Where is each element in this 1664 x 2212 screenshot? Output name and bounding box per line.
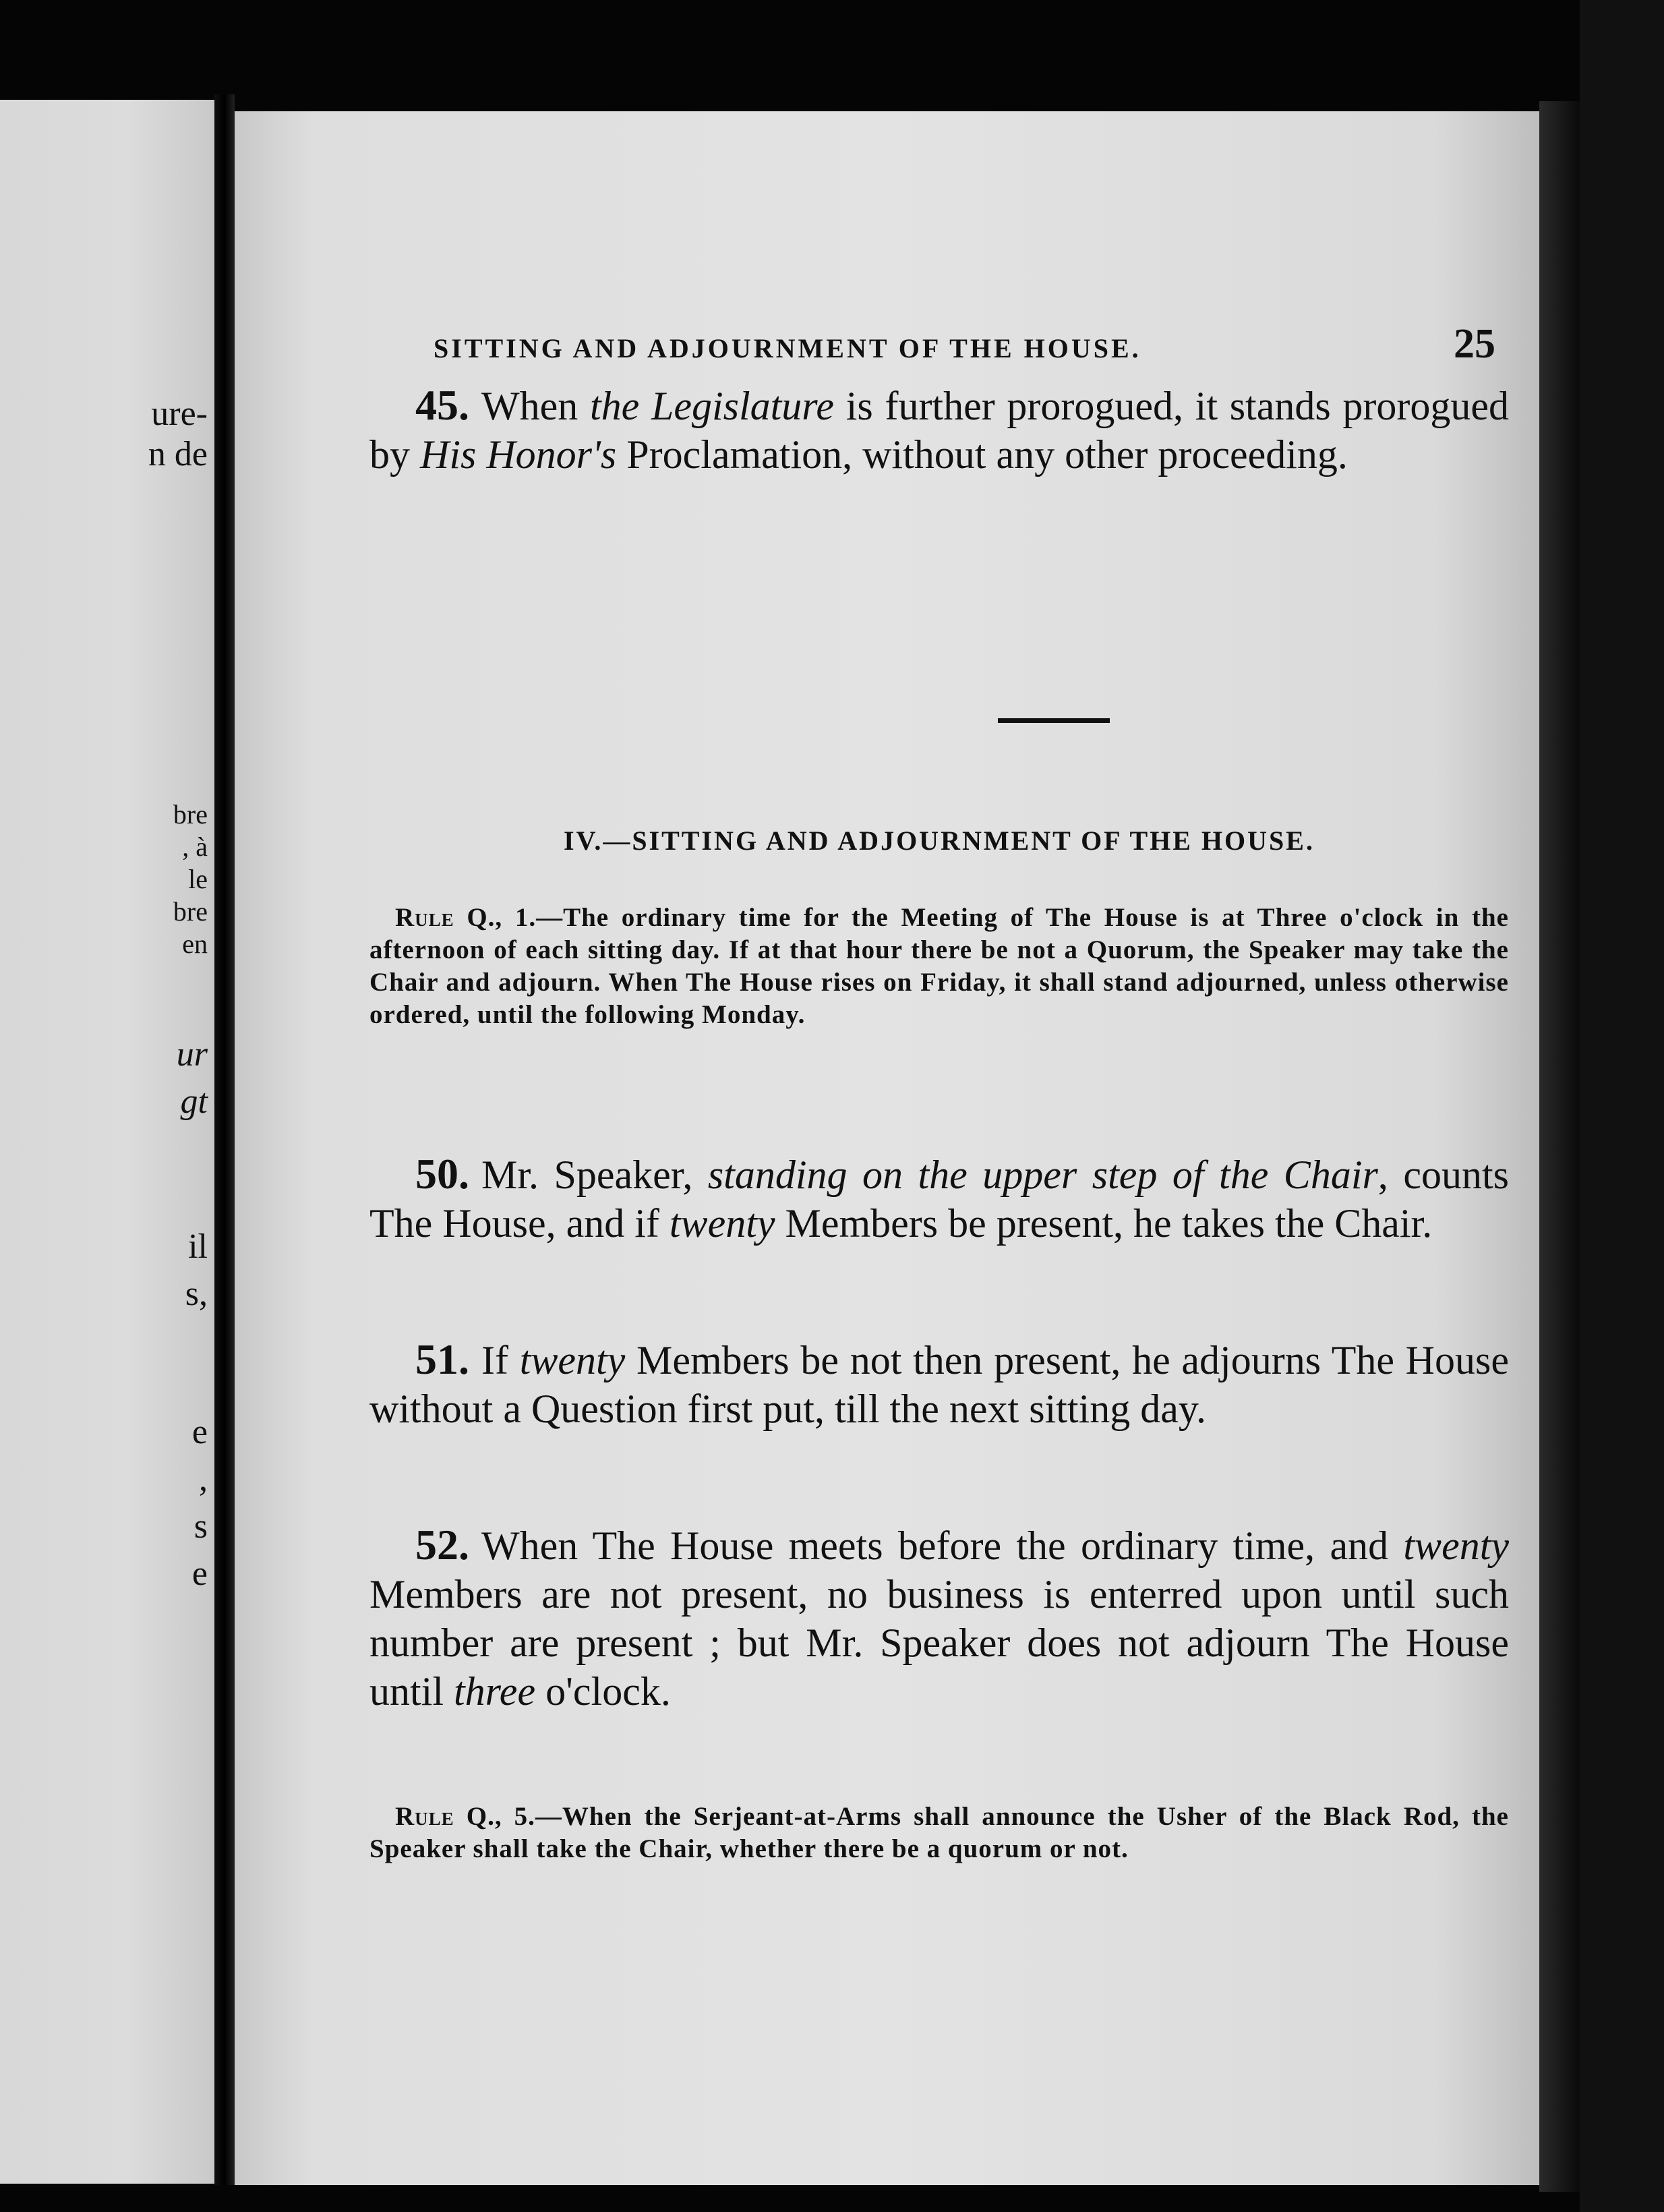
paragraph-52 xyxy=(369,1521,1509,1716)
paragraph-45 xyxy=(369,381,1509,479)
paragraph-text: Members be present, he takes the Chair. xyxy=(775,1201,1433,1246)
paragraph-text: o'clock. xyxy=(535,1669,671,1714)
rule-note-text: —When the Serjeant-at-Arms shall announce the Usher of the Black Rod, the Speaker shall take the Chair, whether there be a quorum or not. xyxy=(369,1802,1509,1863)
left-fragment: s xyxy=(194,1507,208,1546)
left-fragment: gt xyxy=(180,1082,208,1121)
paragraph-number: 45. xyxy=(415,381,469,429)
left-fragment: en xyxy=(182,929,208,959)
left-fragment: , xyxy=(199,1460,208,1498)
paragraph-text: is further prorogued, it stands prorogued by xyxy=(369,384,1509,477)
left-fragment: n de xyxy=(148,435,208,473)
left-fragment: e xyxy=(191,1554,208,1593)
paragraph-text: Mr. Speaker, xyxy=(481,1153,708,1197)
rule-note-1 xyxy=(369,902,1509,1031)
left-fragment: ur xyxy=(176,1035,208,1074)
paragraph-italic-text: standing on the upper step of the Chair xyxy=(707,1153,1378,1197)
book-gutter xyxy=(214,94,235,2185)
page-edge-shadow xyxy=(1539,101,1580,2192)
paragraph-italic-text: twenty xyxy=(669,1201,775,1246)
left-fragment: bre xyxy=(173,799,208,830)
running-head xyxy=(369,314,1509,374)
paragraph-text: When The House meets before the ordinary time, and xyxy=(481,1523,1404,1568)
paragraph-italic-text: twenty xyxy=(1403,1523,1509,1568)
paragraph-51 xyxy=(369,1335,1509,1433)
paragraph-text: If xyxy=(481,1338,520,1382)
paragraph-text: , counts The House, and if xyxy=(369,1153,1509,1246)
paragraph-text: Members be not then present, he adjourns The House without a Question first put, till the next sitting day. xyxy=(369,1338,1509,1431)
facing-page-fragment xyxy=(0,100,214,2184)
rule-label: Rule Q., 5. xyxy=(395,1802,535,1831)
paragraph-number: 50. xyxy=(415,1150,469,1198)
section-divider xyxy=(998,718,1110,723)
paragraph-text: Members are not present, no business is enterred upon until such number are present ; but Mr. Speaker does not adjourn The House until xyxy=(369,1572,1509,1714)
left-fragment: ure- xyxy=(151,395,208,433)
left-fragment: le xyxy=(188,864,208,894)
paragraph-number: 52. xyxy=(415,1521,469,1569)
rule-note-text: —The ordinary time for the Meeting of The House is at Three o'clock in the afternoon of each sitting day. If at that hour there be not a Quorum, the Speaker may take the Chair and adjourn. When The House rises on Friday, it shall stand adjourned, unless otherwise ordered, until the following Monday. xyxy=(369,903,1509,1029)
rule-label: Rule Q., 1. xyxy=(395,903,537,932)
running-head-title: SITTING AND ADJOURNMENT OF THE HOUSE. xyxy=(434,333,1141,363)
paragraph-italic-text: the Legislature xyxy=(589,384,835,428)
section-heading: IV.—SITTING AND ADJOURNMENT OF THE HOUSE. xyxy=(564,825,1315,856)
left-fragment: s, xyxy=(185,1275,208,1313)
paragraph-italic-text: His Honor's xyxy=(420,432,617,477)
left-fragment: bre xyxy=(173,896,208,927)
paragraph-number: 51. xyxy=(415,1335,469,1383)
paragraph-text: Proclamation, without any other proceeding. xyxy=(616,432,1348,477)
book-page xyxy=(235,111,1539,2185)
left-fragment: il xyxy=(188,1227,208,1266)
left-fragment: e xyxy=(191,1413,208,1451)
page-number: 25 xyxy=(1454,321,1495,367)
paragraph-italic-text: three xyxy=(454,1669,536,1714)
rule-note-5 xyxy=(369,1801,1509,1865)
paragraph-50 xyxy=(369,1150,1509,1248)
paragraph-text: When xyxy=(481,384,590,428)
paragraph-italic-text: twenty xyxy=(519,1338,626,1382)
left-fragment: , à xyxy=(182,832,208,862)
scanner-border xyxy=(1580,0,1664,2212)
